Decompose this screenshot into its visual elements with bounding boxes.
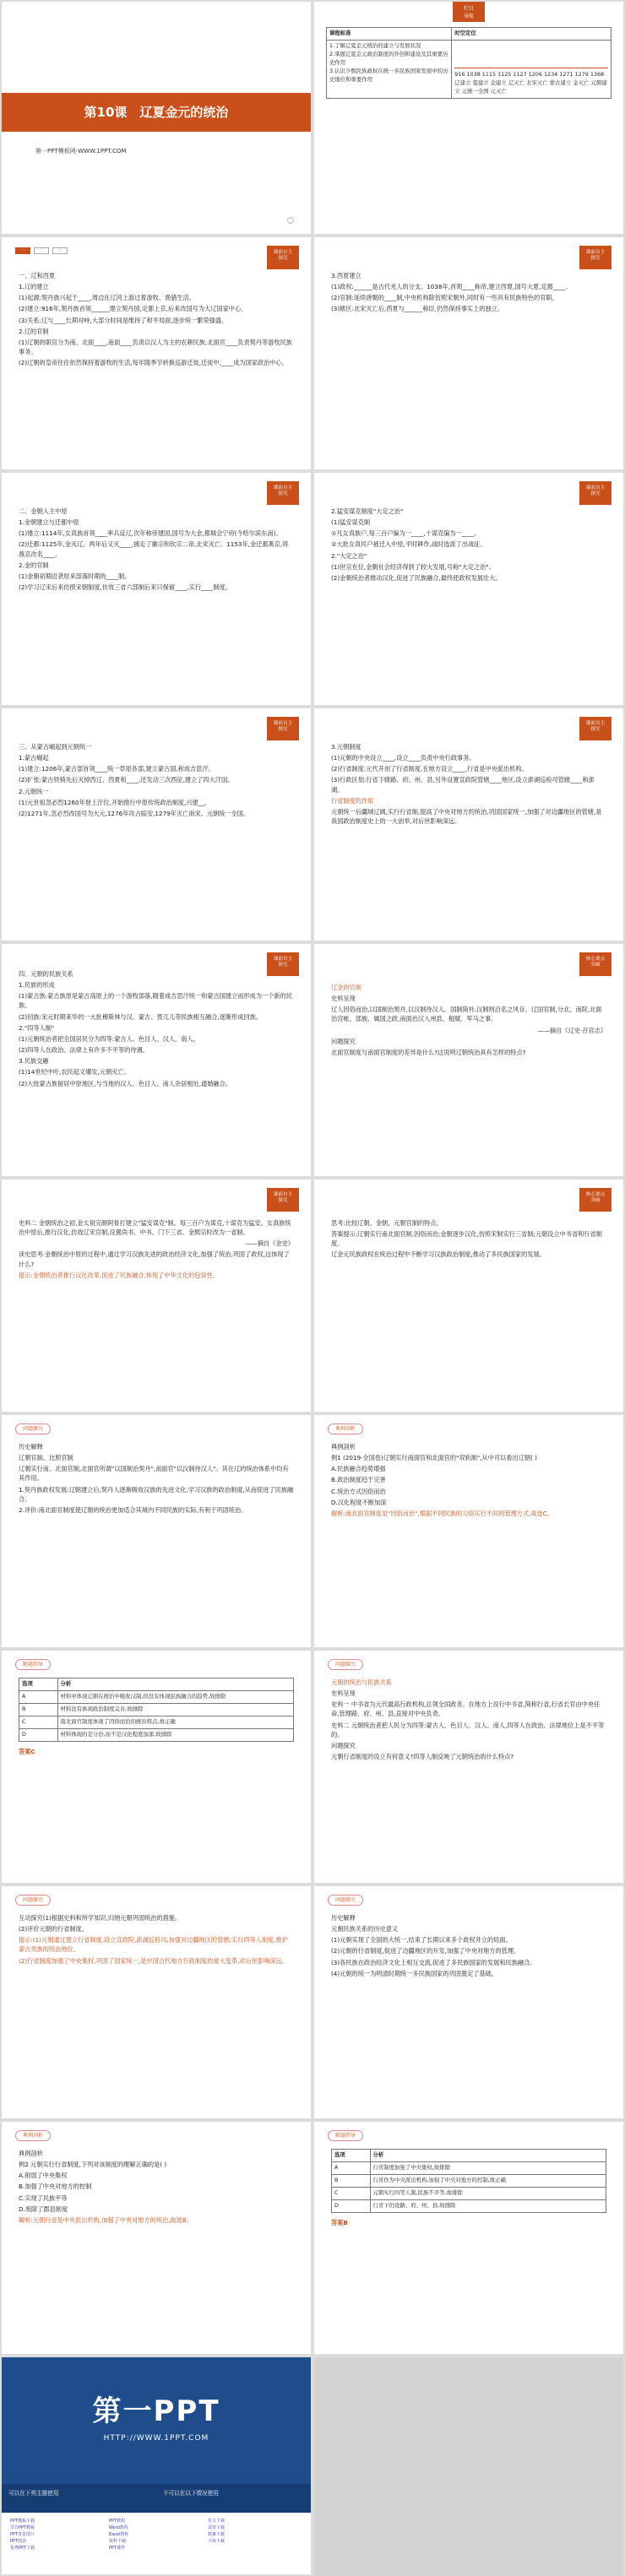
section-badge[interactable]: 课前自主 探究	[579, 717, 611, 740]
text-line: (1)政权:______是古代羌人的分支。1038年,首领____称帝,建立西夏,国号大夏,定都____。	[331, 283, 572, 291]
text-line: (1)建立:1114年,女真族首领____率兵反辽,次年称帝建国,国号为大金,都城会宁府(今哈尔滨东南)。	[19, 529, 282, 538]
col-analysis: 分析	[370, 2150, 606, 2162]
text-line: 典例剖析	[331, 1443, 356, 1451]
text-line: 2."大定之治"	[331, 551, 367, 560]
text-line: 提示:金朝统治者推行汉化改革,促进了民族融合,体现了中华文化的包容性。	[19, 1271, 219, 1279]
text-line: 史料呈现	[331, 995, 356, 1003]
section-pill[interactable]: 解题指导	[328, 2130, 363, 2141]
text-line: 2.辽的官制	[19, 327, 49, 335]
text-line: ——摘自《辽史·百官志》	[537, 1026, 606, 1034]
text-line: (3)关系:辽与____长期对峙,大部分时间是维持了和平局面,逐步统一繁荣强盛。	[19, 316, 228, 324]
section-pill[interactable]: 问题探究	[15, 1895, 51, 1906]
slide-yuan-significance[interactable]	[314, 1886, 623, 2118]
text-line: 2.元朝统一	[19, 787, 49, 795]
text-line: (2)迁都:1125年,金灭辽。两年后又灭____,掳走了徽宗和钦宗二帝,北宋灭亡。1153年,金迁都燕京,将燕京改名____。	[19, 540, 289, 558]
answer: 答案C	[19, 1747, 35, 1755]
cell: 行省制度加强了中央集权,故排除	[370, 2161, 606, 2174]
text-line: 解析:南北面官制度是"因俗而治",根据不同民族的习俗实行不同的管理方式,故选C。	[331, 1509, 554, 1517]
text-line: 1.民族的形成	[19, 981, 55, 990]
site-label: 第一PPT模板网-WWW.1PPT.COM	[35, 148, 127, 155]
text-line: (1)14世纪中叶,农民起义爆发,元朝灭亡。	[19, 1068, 130, 1076]
slide-jin[interactable]	[2, 473, 311, 705]
cell: B	[332, 2174, 371, 2187]
logo-url[interactable]: HTTP://WWW.1PPT.COM	[103, 2434, 209, 2443]
option-d: D.汉化程度不断加深	[331, 1498, 387, 1506]
section-badge[interactable]: 课前自主 探究	[267, 952, 299, 976]
option-b: B.政治制度趋于完善	[331, 1476, 386, 1484]
slide-xixia[interactable]	[314, 237, 623, 469]
col-option: 选项	[19, 1678, 58, 1691]
option-b: B.加强了中央对地方的控制	[19, 2183, 92, 2191]
text-line: (1)建立:1206年,蒙古部首领____统一草原各部,建立蒙古国,称成吉思汗。	[19, 765, 215, 773]
text-line: 读史思考:金朝统治中原的过程中,通过学习汉族先进的政治经济文化,加强了统治,巩固了政权,这体现了什么?	[19, 1250, 290, 1268]
link[interactable]: PPT模板下载	[10, 2519, 35, 2524]
slide-mongol[interactable]	[2, 708, 311, 941]
link[interactable]: PPT教程	[109, 2519, 126, 2524]
slide-example-1[interactable]	[314, 1415, 623, 1647]
text-line: (2)大批蒙古族留居中原地区,与当地的汉人、色目人、南人杂居相处,通婚融合。	[19, 1079, 231, 1087]
text-line: (1)金朝初期沿袭原来部落时期的____制。	[19, 572, 131, 580]
slide-yuan-rule[interactable]	[314, 1651, 623, 1883]
text-line: 典例剖析	[19, 2150, 43, 2157]
text-line: 互动探究(1)根据史料和所学知识,归纳元朝巩固统治的措施。	[19, 1914, 182, 1922]
text-line: 2.评价:南北面官制度使辽朝的统治更加适合其境内不同民族的实际,有利于巩固统治。	[19, 1505, 247, 1514]
text-line: 提示:(1)元朝通过建立行省制度,设立宣政院,澎湖巡检司,加强对边疆地区的管辖;实行四等人制度,维护蒙古贵族的统治地位。	[19, 1936, 288, 1954]
text-line: 问题探究	[331, 1037, 356, 1045]
slide-jin-system[interactable]	[314, 473, 623, 705]
text-line: (3)行政区划:行省下辖路、府、州、县,另外设置宣政院管辖____地区,设立澎湖巡检司管辖____和澎湖。	[331, 776, 595, 794]
text-line: 辽朝官制、比照官制	[19, 1454, 73, 1462]
col-timeline: 时空定位	[452, 28, 611, 41]
text-line: (2)1271年,忽必烈改国号为大元,1276年攻占临安,1279年灭亡南宋。元朝统一全国。	[19, 809, 250, 817]
text-line: (1)元世祖忽必烈1260年登上汗位,开始推行中原传统政治制度,兴建__。	[19, 798, 211, 806]
text-line: 北面官制度与南面官制度的差异是什么?这说明辽朝统治具有怎样的特点?	[331, 1048, 526, 1056]
cell: B	[19, 1703, 58, 1716]
analysis-table	[19, 1678, 294, 1742]
cell: 材料体现的是分治,而不是汉化程度加深,故排除	[57, 1728, 294, 1741]
timeline-events: 辽建立 夏建立 金建立 辽灭亡 北宋灭亡 蒙古建立 金灭亡 元朝建立 元统一全国 元灭亡	[454, 79, 607, 95]
logo: 第一PPT	[92, 2394, 220, 2428]
text-line: (2)行省制度加强了中央集权,巩固了国家统一,是中国古代地方行政制度的重大变革,对后世影响深远。	[19, 1956, 288, 1965]
link[interactable]: 资料下载	[109, 2539, 127, 2544]
text-line: 史料二 元朝统治者把人民分为四等:蒙古人、色目人、汉人、南人,四等人在政治、法律地位上是不平等的。	[331, 1721, 605, 1738]
section-tabs	[15, 247, 68, 254]
link[interactable]: 节日PPT模板	[10, 2525, 35, 2530]
table-row	[332, 2174, 606, 2187]
section-badge[interactable]: 课前自主 探究	[579, 246, 611, 269]
text-line: (1)蒙古族:蒙古族原是蒙古高原上的一个游牧部落,随着成吉思汗统一和蒙古国建立而形成为一个新的民族。	[19, 992, 292, 1010]
text-line: 历史解释	[331, 1914, 356, 1922]
text-line: (1)世宗在位,金朝社会经济得到了较大发展,号称"大定之治"。	[331, 562, 495, 571]
standard-item: 2.掌握辽夏金元政治制度的开创和建设及其重要历史作用	[329, 50, 448, 66]
empty-panel	[314, 2357, 623, 2576]
section-pill[interactable]: 问题探究	[328, 1895, 363, 1906]
answer: 答案B	[331, 2218, 348, 2226]
text-line: (1)元朝的中央设立____,设立____负责中央行政事务。	[331, 754, 476, 762]
col-analysis: 分析	[57, 1678, 294, 1691]
table-row	[19, 1716, 294, 1728]
text-line: 行省制度的作用	[331, 796, 374, 805]
text-line: 2.金的官制	[19, 561, 49, 569]
link[interactable]: Excel教程	[109, 2532, 129, 2537]
text-line: (1)猛安谋克制	[331, 518, 371, 527]
table-row	[332, 2187, 606, 2199]
option-c: C.实现了民族平等	[19, 2194, 68, 2202]
cell: C	[332, 2187, 371, 2199]
text-line: (1)辽朝的职官分为南、北面____,南面____负责以汉人为主的农耕民族;北面官____负责契丹等游牧民族事务。	[19, 338, 292, 356]
section-badge[interactable]: 课前自主 探究	[267, 717, 299, 740]
text-line: (1)元朝统治者把全国居民分为四等:蒙古人、色目人、汉人、南人。	[19, 1034, 199, 1043]
corner-icon	[287, 217, 294, 224]
usage-forbidden: 不可以在以下情况使用	[163, 2490, 219, 2497]
cell: 行省下仍设路、府、州、县,故排除	[370, 2199, 606, 2212]
slide-title[interactable]	[2, 2, 311, 234]
link[interactable]: 范文下载	[208, 2519, 226, 2524]
option-a: A.民族融合趋势增强	[331, 1465, 386, 1473]
tab-1[interactable]: 一	[15, 247, 30, 254]
text-line: 答案提示:辽朝实行南北面官制,因俗而治;金朝逐步汉化,仿照宋制实行三省制;元朝设立中书省和行省制度。	[331, 1230, 602, 1248]
cell: D	[19, 1728, 58, 1741]
text-line: 元朝民族关系的历史意义	[331, 1925, 399, 1933]
tab-3[interactable]: 三	[52, 247, 68, 254]
text-line: (2)建立:916年,契丹族首领______建立契丹国,定都上京,后来改国号为大辽国家中心。	[19, 305, 247, 313]
cell: 材料没有体现政治制度完善,故排除	[57, 1703, 294, 1716]
section-pill[interactable]: 问题探究	[328, 1659, 363, 1670]
text-line: 解析:元朝行省是中央派出机构,加强了中央对地方的统治,故选B。	[19, 2215, 193, 2224]
table-row	[332, 2199, 606, 2212]
text-line: 例1 (2019·全国卷)辽朝实行南面官和北面官的"双轨制",从中可以看出辽朝( )	[331, 1454, 537, 1462]
table-row	[19, 1690, 294, 1703]
text-line: (2)辽朝的皇帝往往依然保持着游牧的生活,每年随季节转换巡游迁徙,迁徙中,____成为国家政治中心。	[19, 359, 288, 367]
slide-ethnic[interactable]	[2, 944, 311, 1176]
text-line: (1)元朝实现了全国的大统一,结束了长期以来多个政权并立的局面。	[331, 1936, 512, 1944]
section-badge[interactable]: 课前自主 探究	[267, 481, 299, 505]
text-line: (2)评价元朝的行省制度。	[19, 1925, 89, 1933]
section-pill[interactable]: 典例剖析	[15, 2130, 51, 2141]
section-badge[interactable]: 课前自主 探究	[579, 481, 611, 505]
text-line: 元朝行省制度的设立有何意义?四等人制反映了元朝统治的什么特点?	[331, 1753, 514, 1761]
link[interactable]: PPT课件	[109, 2546, 126, 2551]
link[interactable]: 试卷下载	[208, 2525, 226, 2530]
section-badge[interactable]: 课前自主 探究	[267, 1188, 299, 1212]
text-line: (2)回族:宋元时期来华的一大批穆斯林与汉、蒙古、畏兀儿等民族相互融合,逐渐形成回族。	[19, 1012, 263, 1021]
text-line: 一、辽和西夏	[19, 272, 56, 279]
text-line: 辽人因俗而治,以国制治契丹,以汉制待汉人。国制简朴,汉制则沿名之风存。辽国官制,分北、南院,北面治宫帐、部族、属国之政,南面治汉人州县、租赋、军马之事。	[331, 1006, 602, 1023]
link[interactable]: 字体下载	[208, 2539, 226, 2544]
section-pill[interactable]: 解题指导	[15, 1659, 51, 1670]
cell: 元朝实行四等人制,民族不平等,故排除	[370, 2187, 606, 2199]
timeline-years: 916 1038 1115 1125 1127 1206 1234 1271 1279 1368	[454, 68, 608, 79]
text-line: (4)元朝的统一为明清时期统一多民族国家的巩固奠定了基础。	[331, 1969, 498, 1977]
analysis-table	[331, 2149, 606, 2213]
text-line: 3.民族交融	[19, 1057, 49, 1066]
text-line: (2)行省制度:元代开创了行省制度,在地方设立____,行省是中央派出机构。	[331, 765, 528, 773]
option-d: D.废除了郡县制度	[19, 2205, 68, 2213]
text-line: 3.元朝制度	[331, 743, 361, 751]
text-line: 史料一 中书省为元代最高行政机构,总领全国政务。在地方上设行中书省,简称行省,行省长官由中央任命,管理路、府、州、县,直接对中央负责。	[331, 1700, 601, 1718]
text-line: 问题探究	[331, 1741, 356, 1749]
text-line: 1.辽的建立	[19, 283, 49, 291]
text-line: 1.蒙古崛起	[19, 754, 49, 762]
cell: 行省作为中央派出机构,加强了中央对地方的控制,故正确	[370, 2174, 606, 2187]
cell: D	[332, 2199, 371, 2212]
table-row	[19, 1728, 294, 1741]
text-line: ②大批女真民户被迁入中原,平时耕作,战时选派丁出战征。	[331, 540, 486, 549]
text-line: 例2 元朝实行行省制度,下列对该制度的理解正确的是( )	[19, 2161, 167, 2169]
slide-yuan-system[interactable]	[314, 708, 623, 941]
slide-liao-xixia[interactable]	[2, 237, 311, 469]
link[interactable]: Word教程	[109, 2525, 128, 2530]
text-line: (2)金朝统治者推动汉化,促进了民族融合,最终使政权发展壮大。	[331, 573, 502, 582]
link[interactable]: PPT背景图片	[10, 2532, 35, 2537]
cell: 南北面官制度体现了因俗而治的统治特点,故正确	[57, 1716, 294, 1728]
section-pill[interactable]: 问题探究	[15, 1424, 51, 1434]
slide-example-2[interactable]	[2, 2122, 311, 2354]
text-line: 二、金朝入主中原	[19, 507, 68, 515]
text-line: (3)各民族在政治经济文化上相互交流,促进了多民族国家的发展和民族融合。	[331, 1958, 536, 1966]
text-line: 史料二 金朝统治之初,金太祖完颜阿骨打建立"猛安谋克"制。每三百户为谋克,十谋克为猛安。女真族统治中原后,推行汉化,仿效辽宋官制,设置尚书、中书、门下三省。金熙宗时改为一省制。	[19, 1219, 291, 1237]
usage-bar	[2, 2484, 311, 2513]
usage-allowed: 可以在下列主题使用	[8, 2490, 59, 2497]
cell: A	[332, 2161, 371, 2174]
link-list	[2, 2513, 311, 2574]
text-line: (2)官制:延续唐朝的____制,中央机构除仿照宋朝外,同时有一些具有民族特色的官职。	[331, 294, 558, 302]
text-line: 3.西夏建立	[331, 272, 361, 279]
link[interactable]: PPT图表	[10, 2539, 27, 2544]
text-line: ——摘自《金史》	[245, 1239, 294, 1248]
cell: 材料中体现辽朝在统治中吸收汉制,但没有体现民族融合的趋势,故排除	[57, 1690, 294, 1703]
text-line: 思考:比较辽朝、金朝、元朝官制的特点。	[331, 1219, 443, 1227]
link[interactable]: 优秀PPT下载	[10, 2546, 35, 2551]
text-line: (2)学习辽宋后来仿照宋朝制度,仿效三省六部制后来只保留____,实行____制度。	[19, 583, 231, 592]
text-line: 1.契丹族政权发展:辽朝建立后,契丹人逐渐吸收汉族的先进文化,学习汉族的政治制度,从而促进了民族融合。	[19, 1485, 294, 1503]
table-row	[332, 2161, 606, 2174]
slide-interactive[interactable]	[2, 1886, 311, 2118]
slide-guide-1[interactable]	[2, 1651, 311, 1883]
text-line: 1.金朝建立与迁都中原	[19, 518, 79, 527]
text-line: 三、从蒙古崛起到元朝统一	[19, 743, 92, 751]
text-line: 四、元朝的民族关系	[19, 970, 73, 978]
slide-liao-jin-official[interactable]	[314, 944, 623, 1176]
text-line: 史料呈现	[331, 1689, 356, 1698]
table-row	[19, 1703, 294, 1716]
text-line: 元朝的统治与民族关系	[331, 1678, 392, 1686]
slide-standards[interactable]	[314, 2, 623, 234]
section-badge[interactable]: 核心要点 突破	[579, 1188, 611, 1212]
section-badge[interactable]: 核心要点 突破	[579, 952, 611, 976]
option-a: A.削弱了中央集权	[19, 2172, 68, 2180]
text-line: (2)扩张:蒙古铁骑先后灭掉西辽、西夏和____,还发动三次西征,建立了四大汗国。	[19, 776, 234, 784]
text-line: 辽金元民族政权在统治过程中不断学习汉族政治制度,推动了多民族国家的发展。	[331, 1250, 546, 1259]
section-pill[interactable]: 典例剖析	[328, 1424, 363, 1434]
text-line: 历史解释	[19, 1443, 43, 1451]
slide-jin-source[interactable]	[2, 1180, 311, 1412]
text-line: (3)辖区:北宋灭亡后,西夏与______称臣,仍然保持事实上的独立。	[331, 305, 504, 313]
standard-item: 1.了解辽夏金元统治的建立与发展状况	[329, 41, 421, 49]
text-line: (1)起源:契丹族兴起于____,周边在辽河上游过着游牧、渔猎生活。	[19, 294, 195, 302]
logo-panel	[2, 2357, 311, 2484]
cell: A	[19, 1690, 58, 1703]
text-line: (2)四等人在政治、法律上有许多不平等的待遇。	[19, 1046, 149, 1055]
text-line: 2.猛安谋克制度"大定之治"	[331, 507, 404, 515]
col-standards: 课程标准	[327, 28, 452, 41]
slide-guide-2[interactable]	[314, 2122, 623, 2354]
col-option: 选项	[332, 2150, 371, 2162]
slide-history-explain[interactable]	[2, 1415, 311, 1647]
nav-badge[interactable]: 栏目 导航	[453, 2, 485, 22]
slide-compare[interactable]	[314, 1180, 623, 1412]
text-line: 辽金的官制	[331, 984, 361, 991]
standards-table	[326, 27, 611, 99]
footer	[0, 2357, 625, 2576]
link[interactable]: 教案下载	[208, 2532, 226, 2537]
text-line: 元朝统一后疆域辽阔,实行行省制,提高了中央对地方的统治,巩固国家统一,加强了对边疆地区的管辖,是我国政治制度史上的一大创举,对后世影响深远。	[331, 807, 602, 826]
section-badge[interactable]: 课前自主 探究	[267, 246, 299, 269]
tab-2[interactable]: 二	[34, 247, 49, 254]
text-line: 2."四等人制"	[19, 1023, 55, 1032]
option-c: C.统治方式因俗而治	[331, 1487, 386, 1495]
text-line: ①凡女真族户,每三百户编为一____,十谋克编为一____。	[331, 529, 481, 538]
cell: C	[19, 1716, 58, 1728]
text-line: (2)元朝的行省制度,促进了边疆地区的开发,加强了中央对地方的管理。	[331, 1947, 520, 1955]
standard-item: 3.认识少数民族政权在统一多民族国家发展中的历史地位和重要作用	[329, 67, 448, 83]
lesson-title: 第10课 辽夏金元的统治	[2, 93, 311, 132]
text-line: 辽朝实行南、北面官制,北面官所谓"以国制治契丹",南面官"以汉制待汉人"。其在辽的统治体系中均有其作用。	[19, 1465, 289, 1483]
